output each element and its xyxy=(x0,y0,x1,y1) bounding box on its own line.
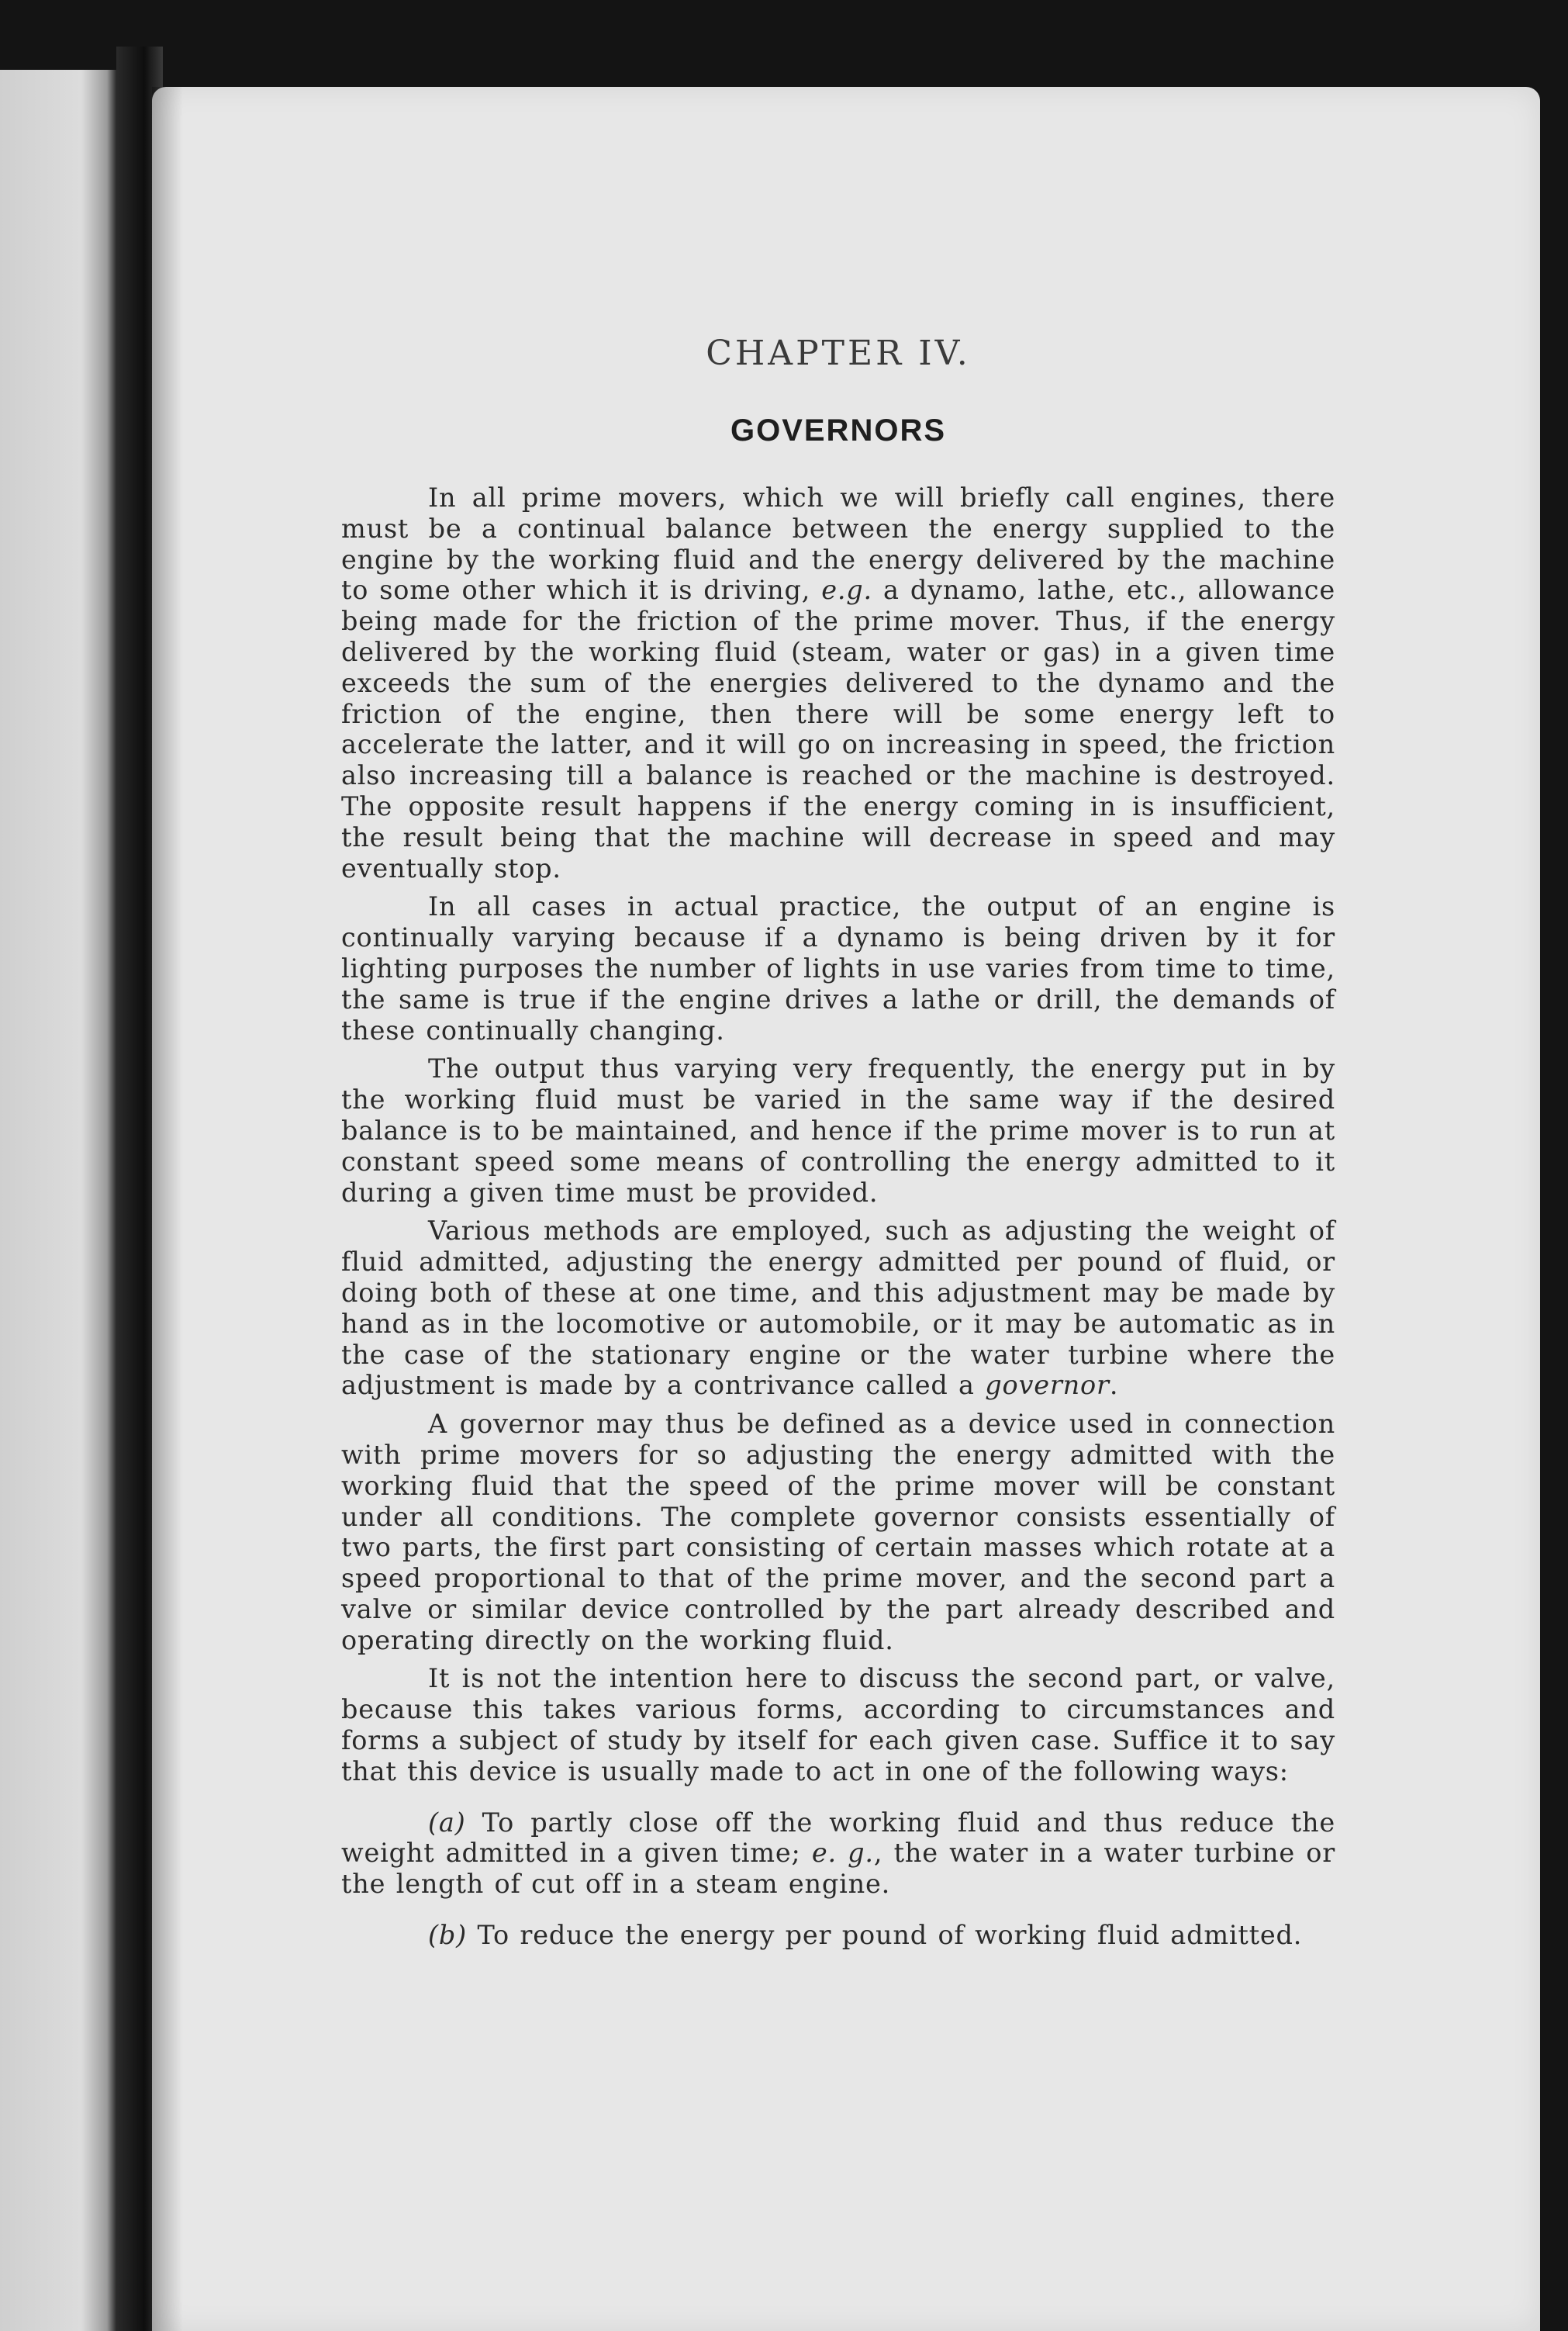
page-text-block xyxy=(341,334,1335,1959)
paragraph-1: In all prime movers, which we will briefly call engines, there must be a continual balance between the energy supplied to the engine by the working fluid and the energy delivered by the machine to some other which it is driving, e.g. a dynamo, lathe, etc., allowance being made for the friction of the prime mover. Thus, if the energy delivered by the working fluid (steam, water or gas) in a given time exceeds the sum of the energies delivered to the dynamo and the friction of the engine, then there will be some energy left to accelerate the latter, and it will go on increasing in speed, the friction also increasing till a balance is reached or the machine is destroyed. The opposite result happens if the energy coming in is insufficient, the result being that the machine will decrease in speed and may eventually stop. xyxy=(341,482,1335,884)
paragraph-4: Various methods are employed, such as adjusting the weight of fluid admitted, adjusting the energy admitted per pound of fluid, or doing both of these at one time, and this adjustment may be made by hand as in the locomotive or automobile, or it may be automatic as in the case of the stationary engine or the water turbine where the adjustment is made by a contrivance called a governor. xyxy=(341,1216,1335,1401)
chapter-number: CHAPTER IV. xyxy=(706,334,971,373)
paragraph-2: In all cases in actual practice, the output of an engine is continually varying because if a dynamo is being driven by it for lighting purposes the number of lights in use varies from time to time, the same is true if the engine drives a lathe or drill, the demands of these continually changing. xyxy=(341,891,1335,1046)
paragraph-3: The output thus varying very frequently, the energy put in by the working fluid must be varied in the same way if the desired balance is to be maintained, and hence if the prime mover is to run at constant speed some means of controlling the energy admitted to it during a given time must be provided. xyxy=(341,1053,1335,1208)
list-marker-b: (b) xyxy=(428,1920,467,1951)
chapter-title: GOVERNORS xyxy=(730,413,947,448)
list-marker-a: (a) xyxy=(428,1807,466,1838)
page-binding-shadow xyxy=(152,87,183,2331)
paragraph-5: A governor may thus be defined as a device used in connection with prime movers for so adjusting the energy admitted with the working fluid that the speed of the prime mover will be constant under all conditions. The complete governor consists essentially of two parts, the first part consisting of certain masses which rotate at a speed proportional to that of the prime mover, and the second part a valve or similar device controlled by the part already described and operating directly on the working fluid. xyxy=(341,1409,1335,1655)
list-item-b: (b) To reduce the energy per pound of working fluid admitted. xyxy=(428,1920,1303,1951)
emphasis-eg-2: e. g. xyxy=(811,1838,874,1869)
emphasis-governor: governor xyxy=(985,1370,1110,1401)
left-page-edge xyxy=(0,70,116,2331)
emphasis-eg: e.g. xyxy=(821,575,872,606)
list-item-a: (a) To partly close off the working fluid and thus reduce the weight admitted in a given time; e. g., the water in a water turbine or the length of cut off in a steam engine. xyxy=(341,1807,1336,1900)
paragraph-6: It is not the intention here to discuss the second part, or valve, because this takes various forms, according to circumstances and forms a subject of study by itself for each given case. Suffice it to say that this device is usually made to act in one of the following ways: xyxy=(341,1663,1335,1786)
